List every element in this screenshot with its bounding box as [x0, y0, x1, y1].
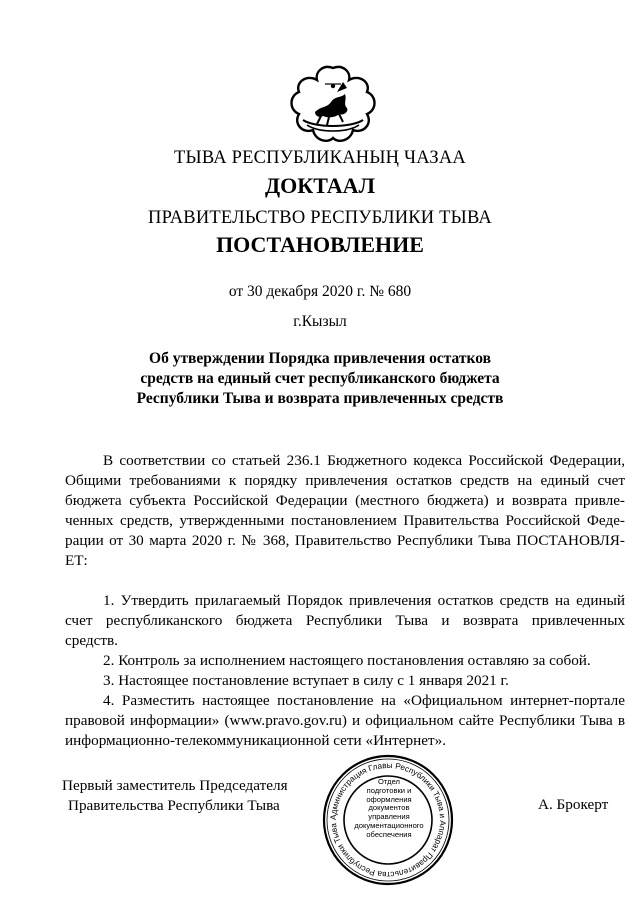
preamble-line: ченных средств, утвержденными постановлением Правительства Российской Феде-: [65, 512, 625, 529]
stamp-center-line: Отдел: [378, 777, 400, 786]
tuvan-government-heading: ТЫВА РЕСПУБЛИКАНЫҢ ЧАЗАА: [174, 148, 466, 168]
signatory-position-line: Первый заместитель Председателя: [62, 777, 288, 794]
preamble-line: бюджета субъекта Российской Федерации (местного бюджета) и возврата привле-: [65, 492, 625, 509]
stamp-center-line: документационного: [354, 820, 424, 830]
document-title-line: Республики Тыва и возврата привлеченных средств: [136, 390, 504, 407]
stamp-center-text: [350, 778, 428, 840]
item-2: 2. Контроль за исполнением настоящего постановления оставляю за собой.: [103, 652, 591, 669]
preamble-line: Общими требованиями к порядку привлечения остатков средств на единый счет: [65, 472, 625, 489]
document-city: г.Кызыл: [293, 313, 347, 330]
item-4-line: правовой информации» (www.pravo.gov.ru) и официальном сайте Республики Тыва в: [65, 712, 625, 729]
preamble-line: рации от 30 марта 2020 г. № 368, Правительство Республики Тыва ПОСТАНОВЛЯ-: [65, 532, 625, 549]
signatory-position-line: Правительства Республики Тыва: [68, 797, 280, 814]
stamp-center-line: оформления документов: [366, 794, 412, 813]
item-1-line: средств.: [65, 632, 118, 649]
russian-document-type: ПОСТАНОВЛЕНИЕ: [216, 232, 424, 257]
tuva-coat-of-arms-emblem: [285, 62, 381, 148]
stamp-center-line: обеспечения: [366, 829, 412, 839]
item-1-line: счет республиканского бюджета Республики Тыва и возврата привлеченных: [65, 612, 625, 629]
document-date-number: от 30 декабря 2020 г. № 680: [228, 283, 412, 300]
stamp-center-line: подготовки и: [366, 785, 412, 795]
tuvan-document-type: ДОКТААЛ: [265, 173, 375, 198]
resolution-items: [65, 591, 625, 751]
stamp-center-line: управления: [368, 812, 410, 822]
russian-government-heading: ПРАВИТЕЛЬСТВО РЕСПУБЛИКИ ТЫВА: [148, 208, 492, 228]
item-4-line: информационно-телекоммуникационной сети «Интернет».: [65, 732, 447, 749]
signatory-name: А. Брокерт: [538, 796, 609, 813]
item-4-line: 4. Разместить настоящее постановление на «Официальном интернет-портале: [103, 692, 625, 709]
signatory-position: [62, 776, 288, 816]
document-title-line: Об утверждении Порядка привлечения остатков: [149, 350, 491, 367]
item-3: 3. Настоящее постановление вступает в силу с 1 января 2021 г.: [103, 672, 509, 689]
preamble-line: ЕТ:: [65, 552, 88, 569]
document-title-line: средств на единый счет республиканского бюджета: [140, 370, 500, 387]
stamp-ring-text: Администрация Главы Республики Тыва и Аппарат Правительства Республики Тыва: [328, 760, 448, 880]
preamble-line: В соответствии со статьей 236.1 Бюджетного кодекса Российской Федерации,: [103, 452, 625, 469]
item-1-line: 1. Утвердить прилагаемый Порядок привлечения остатков средств на единый: [103, 592, 625, 609]
preamble-paragraph: [65, 451, 625, 571]
